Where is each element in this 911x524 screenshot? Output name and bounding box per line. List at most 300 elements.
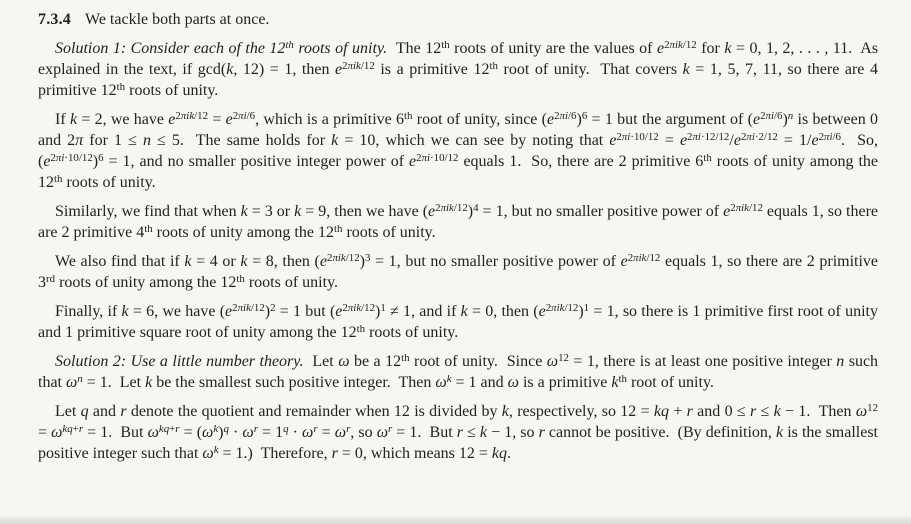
text-run: /12 [194, 109, 209, 122]
text-run: k [682, 61, 690, 78]
superscript [616, 131, 658, 143]
text-run: = 1 but ( [275, 303, 336, 320]
text-run: 2 [730, 201, 736, 214]
text-run: k [724, 40, 732, 57]
text-run: is the smallest positive integer such that [38, 424, 878, 462]
text-run: , so [350, 424, 377, 441]
superscript [357, 323, 365, 335]
text-run: ω [334, 424, 347, 441]
text-run: is a primitive [518, 374, 612, 391]
text-run: ω [202, 445, 214, 462]
text-run: πi [559, 109, 569, 122]
text-run: k [446, 372, 452, 385]
superscript [441, 39, 449, 51]
text-run: e [538, 303, 546, 320]
text-run: ·12/12 [700, 130, 730, 143]
text-run: = 1 [257, 424, 284, 441]
superscript [233, 110, 255, 122]
text-run: 2 [232, 301, 238, 314]
text-run: = 1, and no smaller positive integer power of [103, 153, 410, 170]
text-run: e [657, 40, 665, 57]
superscript [546, 302, 579, 314]
text-run: e [547, 111, 555, 128]
problem-heading-text: We tackle both parts at once. [85, 11, 270, 28]
text-run: πi [765, 109, 774, 122]
text-run: 2 [232, 109, 239, 122]
superscript [285, 39, 293, 51]
text-run: = 4 or [191, 253, 241, 270]
text-run: 2 [687, 130, 693, 143]
text-run: = [317, 424, 335, 441]
superscript [664, 39, 697, 51]
text-run: for [696, 40, 725, 57]
text-run: 2 [416, 151, 422, 164]
superscript [159, 423, 180, 435]
text-run: k [460, 303, 468, 320]
text-run: ) [264, 303, 271, 320]
superscript [447, 373, 452, 385]
text-run: and [88, 403, 121, 420]
text-run: Solution 2: Use a little number theory. [55, 353, 304, 370]
text-run: = 3 or [247, 203, 295, 220]
superscript [582, 110, 587, 122]
superscript [730, 202, 763, 214]
text-run: 2 [740, 130, 747, 143]
superscript [98, 152, 103, 164]
superscript [489, 60, 497, 72]
text-run: k [213, 422, 219, 435]
text-run: k [69, 111, 78, 128]
text-run: k [226, 61, 234, 78]
text-run: . [507, 445, 512, 462]
text-run: root of unity, since ( [412, 111, 547, 128]
text-run: k [776, 424, 784, 441]
text-run: 2 [50, 151, 56, 164]
text-run: k [213, 443, 219, 456]
text-run: If [55, 111, 70, 128]
text-run: e [723, 203, 731, 220]
solution1-k2-paragraph [38, 109, 878, 193]
text-run: th [618, 372, 627, 385]
superscript [416, 152, 458, 164]
text-run: 2 [545, 301, 552, 314]
text-run: r [456, 424, 463, 441]
text-run: ω [66, 374, 78, 391]
superscript [327, 252, 360, 264]
text-run: r [346, 422, 351, 435]
superscript [313, 423, 317, 435]
superscript [144, 223, 152, 235]
superscript [867, 402, 878, 414]
superscript [584, 302, 589, 314]
text-run: ω [855, 403, 868, 420]
superscript [473, 202, 478, 214]
text-run: πik [633, 251, 647, 264]
superscript [788, 110, 793, 122]
text-run: rd [46, 272, 56, 285]
text-run: 2 [554, 109, 560, 122]
text-run: 12 [558, 351, 569, 364]
text-run: 6 [98, 151, 104, 164]
text-run: /12 [682, 38, 697, 51]
superscript [232, 302, 265, 314]
text-run: e [428, 203, 436, 220]
solution1-k6-k0-paragraph [38, 301, 878, 343]
text-run: πik [735, 201, 749, 214]
text-run: /12 [749, 201, 763, 214]
text-run: = 1, 5, 7, 11, so there are 4 primitive 12 [38, 61, 878, 99]
text-run: cannot be positive. (By definition, [544, 424, 776, 441]
superscript [388, 423, 392, 435]
text-run: = 1, but no smaller positive power of [370, 253, 621, 270]
text-run: q [283, 422, 289, 435]
text-run: Let [55, 403, 81, 420]
superscript [223, 423, 228, 435]
text-run: roots of unity. [342, 224, 436, 241]
text-run: k [145, 374, 153, 391]
text-run: πi [621, 130, 631, 143]
text-run: k [479, 424, 488, 441]
solution2-intro-paragraph [38, 351, 878, 393]
superscript [117, 81, 125, 93]
text-run: e [752, 111, 761, 128]
text-run: roots of unity. [125, 82, 219, 99]
superscript [554, 110, 576, 122]
superscript [214, 444, 219, 456]
text-run: ) [578, 303, 584, 320]
text-run: πi [824, 130, 833, 143]
text-run: πik [180, 109, 195, 122]
text-run: k [611, 374, 619, 391]
superscript [236, 273, 244, 285]
superscript [270, 302, 275, 314]
text-run: th [116, 80, 126, 93]
text-run: + [169, 422, 176, 435]
text-run: r [331, 445, 338, 462]
text-run: = 8, then ( [247, 253, 320, 270]
text-run: , 12) = 1, then [233, 61, 336, 78]
text-run: kq [653, 403, 670, 420]
text-run: /6 [568, 109, 577, 122]
superscript [558, 352, 569, 364]
text-run: roots of unity among the 12 [55, 274, 237, 291]
text-run: denote the quotient and remainder when 12 is divided by [126, 403, 502, 420]
text-run: /12 [360, 59, 375, 72]
superscript [46, 273, 55, 285]
text-run: for 1 ≤ [83, 132, 143, 149]
text-run: 2 [627, 251, 634, 264]
text-run: th [54, 172, 63, 185]
solution1-intro-paragraph [38, 38, 878, 101]
text-run: 2 [664, 38, 670, 51]
text-run: r [686, 403, 693, 420]
text-run: ) [218, 424, 224, 441]
text-run: = 1. But [392, 424, 457, 441]
text-run: k [121, 303, 129, 320]
text-run: th [489, 59, 498, 72]
superscript [54, 173, 62, 185]
text-run: th [236, 272, 245, 285]
text-run: /12 [250, 301, 265, 314]
text-run: ω [376, 424, 388, 441]
text-run: πik [237, 301, 251, 314]
superscript [62, 423, 83, 435]
text-run: roots of unity. [365, 324, 459, 341]
text-run: k [240, 253, 248, 270]
text-run: 2 [175, 109, 181, 122]
text-run: /12 [453, 201, 468, 214]
text-run: ) [467, 203, 474, 220]
text-run: e [225, 111, 233, 128]
text-run: /12 [361, 301, 376, 314]
text-run: 2 [270, 301, 276, 314]
text-run: is a primitive 12 [374, 61, 490, 78]
text-run: n [787, 109, 794, 122]
text-run: 2 [435, 201, 441, 214]
superscript [346, 423, 350, 435]
text-run: e [335, 303, 343, 320]
text-run: 2 [327, 251, 333, 264]
text-run: − 1. Then [780, 403, 856, 420]
text-run: 2 [342, 301, 348, 314]
superscript [175, 110, 208, 122]
text-run: ω [147, 424, 159, 441]
text-run: root of unity. That covers [497, 61, 683, 78]
text-run: = 1 but the argument of ( [587, 111, 753, 128]
text-run: n [836, 353, 845, 370]
text-run: ≤ [756, 403, 774, 420]
text-run: th [404, 109, 413, 122]
text-run: ) [782, 111, 788, 128]
text-run: ) [92, 153, 99, 170]
text-run: πik [669, 38, 683, 51]
text-run: = 1. But [83, 424, 148, 441]
text-run: roots of unity. [62, 174, 156, 191]
superscript [404, 110, 412, 122]
text-run: Finally, if [55, 303, 122, 320]
text-run: k [501, 403, 509, 420]
superscript [618, 373, 626, 385]
superscript [342, 302, 375, 314]
text-run: root of unity. Since [409, 353, 547, 370]
text-run: 6 [581, 109, 588, 122]
text-run: = 6, we have ( [128, 303, 226, 320]
text-run: / [729, 132, 734, 149]
text-run: = ( [179, 424, 203, 441]
text-run: Similarly, we find that when [55, 203, 241, 220]
text-run: e [335, 61, 343, 78]
text-run: th [703, 151, 712, 164]
superscript [50, 152, 92, 164]
superscript [283, 423, 288, 435]
text-run: = 1, there is at least one positive integer [568, 353, 837, 370]
text-run: πik [551, 301, 565, 314]
text-run: is between 0 and 2 [38, 111, 879, 149]
text-run: Solution 1: Consider each of the 12 [55, 40, 286, 57]
text-run: + [72, 422, 79, 435]
text-run: πik [440, 201, 454, 214]
text-run: be a 12 [349, 353, 402, 370]
text-run: = 0, 1, 2, . . . , 11. As explained in the text, if gcd( [38, 40, 879, 78]
text-run: 2 [342, 59, 348, 72]
superscript [365, 252, 370, 264]
text-run: n [142, 132, 151, 149]
text-run: r [78, 422, 84, 435]
text-run: πi [746, 130, 755, 143]
text-run: + [669, 403, 687, 420]
page-bottom-edge-shadow [0, 515, 911, 524]
text-run: k [331, 132, 339, 149]
text-run: roots of unity. [293, 40, 388, 57]
text-run: such that [38, 353, 879, 391]
text-run: kq [491, 445, 508, 462]
text-run: ·2/12 [754, 130, 778, 143]
text-run: equals 1, so there are 2 primitive 4 [38, 203, 879, 241]
text-run: roots of unity. [244, 274, 339, 291]
text-run: q [223, 422, 229, 435]
text-run: , which is a primitive 6 [255, 111, 405, 128]
text-run: πik [347, 301, 362, 314]
text-run: ) [359, 253, 365, 270]
text-run: 2 [760, 109, 766, 122]
text-run: e [811, 132, 819, 149]
text-run: r [253, 422, 258, 435]
text-run: = 1 and [451, 374, 508, 391]
text-run: th [441, 38, 450, 51]
text-run: roots of unity among the 12 [38, 153, 879, 191]
text-run: r [120, 403, 127, 420]
text-run: = 1/ [777, 132, 812, 149]
text-run: · [288, 424, 303, 441]
text-run: root of unity. [626, 374, 714, 391]
text-run: − 1, so [487, 424, 539, 441]
text-run: ω [202, 424, 214, 441]
text-run: 12 [867, 401, 878, 414]
text-run: πik [347, 59, 361, 72]
text-run: e [43, 153, 51, 170]
text-run: ω [51, 424, 63, 441]
text-run: q [80, 403, 89, 420]
text-run: 4 [473, 201, 479, 214]
text-run: /6 [246, 109, 256, 122]
text-run: k [773, 403, 781, 420]
superscript [213, 423, 218, 435]
text-run: = [208, 111, 226, 128]
text-run: n [77, 372, 83, 385]
text-run: = [38, 424, 52, 441]
superscript [628, 252, 661, 264]
text-run: ω [546, 353, 559, 370]
text-run: = 0, which means 12 = [337, 445, 492, 462]
text-run: equals 1, so there are 2 primitive 3 [38, 253, 879, 291]
text-run: The 12 [387, 40, 442, 57]
text-run: /12 [646, 251, 661, 264]
solution2-quotient-remainder-paragraph [38, 401, 878, 464]
text-run: ·10/12 [64, 151, 93, 164]
text-run: . So, ( [38, 132, 879, 170]
text-run: th [356, 322, 366, 335]
text-run: th [144, 222, 153, 235]
superscript [703, 152, 711, 164]
superscript [77, 373, 82, 385]
text-run: ≤ 5. The same holds for [150, 132, 332, 149]
text-run: ) [375, 303, 381, 320]
text-run: ω [338, 353, 350, 370]
text-run: r [175, 422, 180, 435]
text-run: = 1, so there is 1 primitive first root of unity and 1 primitive square root of unity among the 12 [38, 303, 879, 341]
text-run: th [333, 222, 343, 235]
superscript [380, 302, 385, 314]
text-run: πi [238, 109, 247, 122]
problem-number: 7.3.4 [38, 11, 71, 28]
text-run: 1 [583, 301, 590, 314]
text-run: e [319, 253, 327, 270]
superscript [741, 131, 778, 143]
text-run: kq [62, 422, 73, 435]
text-run: r [538, 424, 545, 441]
text-run: /6 [774, 109, 783, 122]
text-run: , respectively, so 12 = [508, 403, 654, 420]
text-run: ) [576, 111, 582, 128]
text-run: 3 [364, 251, 371, 264]
text-run: and 0 ≤ [692, 403, 750, 420]
text-run: ≤ [462, 424, 480, 441]
text-run: = 0, then ( [467, 303, 539, 320]
text-run: ω [302, 424, 314, 441]
text-run: equals 1. So, there are 2 primitive 6 [458, 153, 704, 170]
superscript [342, 60, 375, 72]
text-run: Let [303, 353, 339, 370]
text-run: e [620, 253, 628, 270]
text-run: be the smallest such positive integer. Then [152, 374, 436, 391]
superscript [687, 131, 729, 143]
text-run: r [313, 422, 318, 435]
text-run: /6 [832, 130, 841, 143]
superscript [760, 110, 782, 122]
text-run: πi [692, 130, 701, 143]
text-run: · [228, 424, 243, 441]
text-run: πik [332, 251, 346, 264]
text-run: ·10/12 [630, 130, 659, 143]
text-run: e [679, 132, 688, 149]
text-run: = 9, then we have ( [301, 203, 429, 220]
text-run: k [184, 253, 192, 270]
text-run: e [409, 153, 417, 170]
problem-heading [38, 9, 878, 30]
text-run: e [225, 303, 233, 320]
text-run: = 1. Let [82, 374, 146, 391]
text-run: = [658, 132, 680, 149]
text-run: ω [242, 424, 254, 441]
text-run: ≠ 1, and if [385, 303, 461, 320]
text-run: 2 [818, 130, 824, 143]
text-run: ω [507, 374, 519, 391]
text-run: e [609, 132, 617, 149]
text-run: 2 [616, 130, 622, 143]
text-run: k [240, 203, 248, 220]
superscript [401, 352, 409, 364]
text-run: r [387, 422, 393, 435]
text-run: k [294, 203, 302, 220]
text-run: ·10/12 [430, 151, 459, 164]
superscript [819, 131, 841, 143]
text-run: ω [435, 374, 447, 391]
text-run: = 10, which we can see by noting that [338, 132, 610, 149]
text-run: roots of unity among the 12 [152, 224, 334, 241]
text-run: πi [55, 151, 65, 164]
solution1-k3-k9-paragraph [38, 201, 878, 243]
text-run: th [401, 351, 410, 364]
